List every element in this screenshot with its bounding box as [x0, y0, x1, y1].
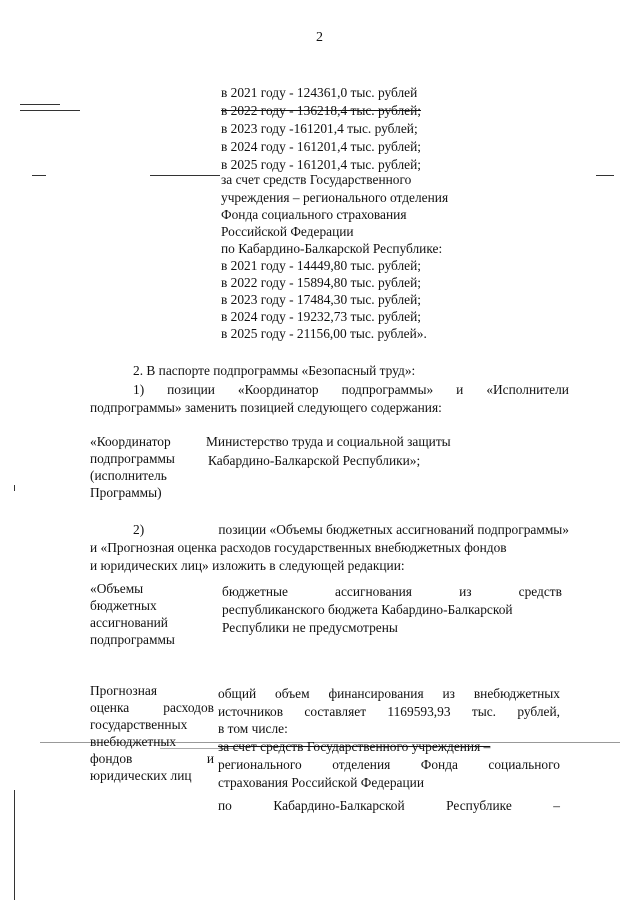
funding-line: в 2024 году - 161201,4 тыс. рублей;	[221, 139, 422, 154]
funding-line: Фонда социального страхования	[221, 207, 407, 222]
funding-line: в 2022 году - 136218,4 тыс. рублей;	[221, 103, 422, 118]
item1-line2: подпрограммы» заменить позицией следующего содержания:	[90, 400, 442, 415]
funding-line: в 2023 году -161201,4 тыс. рублей;	[221, 121, 418, 136]
funding-line: по Кабардино-Балкарской Республике:	[221, 241, 443, 256]
item2-line1: 2) позиции «Объемы бюджетных ассигнований подпрограммы»	[133, 522, 569, 537]
item-number: 2)	[133, 522, 145, 537]
funding-line: в 2022 году - 15894,80 тыс. рублей;	[221, 275, 422, 290]
funding-line: в 2024 году - 19232,73 тыс. рублей;	[221, 309, 422, 324]
funding-line: за счет средств Государственного	[221, 172, 412, 187]
item2-line3: и юридических лиц» изложить в следующей редакции:	[90, 558, 405, 573]
funding-line: в 2021 году - 14449,80 тыс. рублей;	[221, 258, 422, 273]
item-number: 1)	[133, 382, 145, 397]
section-heading: 2. В паспорте подпрограммы «Безопасный труд»:	[133, 363, 416, 378]
funding-line: в 2025 году - 21156,00 тыс. рублей».	[221, 326, 427, 341]
item2-line2: и «Прогнозная оценка расходов государственных внебюджетных фондов	[90, 540, 507, 555]
item1-line1: 1) позиции «Координатор подпрограммы» и «Исполнители	[133, 382, 569, 397]
scan-artifact-line	[150, 175, 220, 176]
funding-line: в 2023 году - 17484,30 тыс. рублей;	[221, 292, 422, 307]
scan-artifact-line	[32, 175, 46, 176]
scan-artifact-line	[14, 485, 15, 491]
scan-artifact-line	[20, 110, 80, 111]
page-number: 2	[316, 30, 323, 45]
funding-line: в 2021 году - 124361,0 тыс. рублей	[221, 85, 418, 100]
funding-line: Российской Федерации	[221, 224, 354, 239]
funding-line: в 2025 году - 161201,4 тыс. рублей;	[221, 157, 422, 172]
scan-artifact-line	[20, 104, 60, 105]
scan-artifact-line	[596, 175, 614, 176]
scan-artifact-line	[14, 790, 15, 900]
funding-line: учреждения – регионального отделения	[221, 190, 449, 205]
